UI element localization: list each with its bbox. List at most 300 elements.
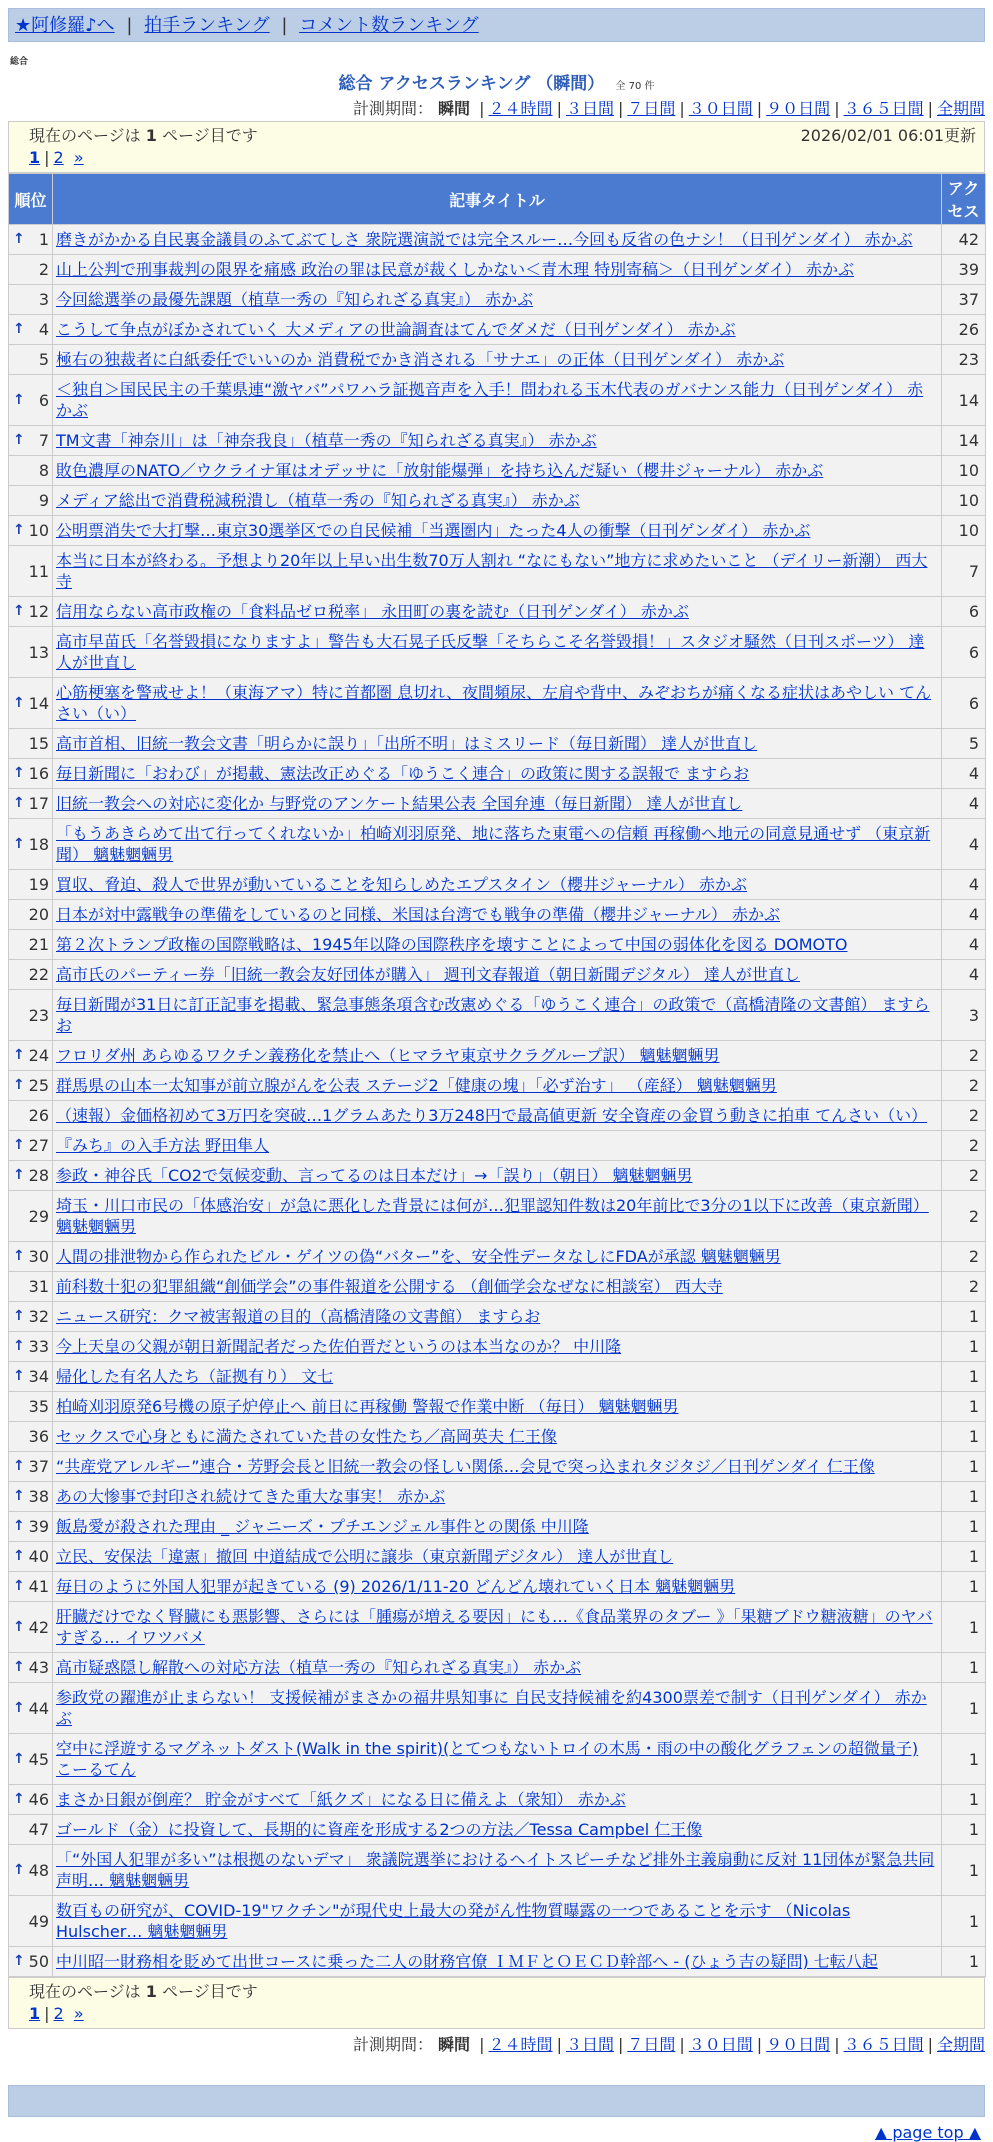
rank-up-arrow-icon: ↑: [13, 1518, 25, 1534]
rank-cell: [9, 375, 53, 426]
article-title-link[interactable]: 肝臓だけでなく腎臓にも悪影響、さらには「腫瘍が増える要因」にも…《食品業界のタブー 》「果糖ブドウ糖液糖」のヤバすぎる… イワツバメ: [56, 1607, 933, 1647]
pager-current-page[interactable]: 1: [29, 148, 41, 167]
rank-number: 44: [28, 1698, 49, 1718]
article-title-link[interactable]: 前科数十犯の犯罪組織“創価学会”の事件報道を公開する （創価学会なぜなに相談室） 西大寺: [56, 1277, 723, 1296]
period-separator: |: [927, 99, 933, 118]
table-row: [9, 930, 986, 960]
article-title-link[interactable]: TM文書「神奈川」は「神奈我良」（植草一秀の『知られざる真実』） 赤かぶ: [56, 431, 597, 450]
title-cell: [53, 1302, 942, 1332]
pager-separator: |: [44, 2004, 50, 2023]
title-cell: [53, 456, 942, 486]
title-cell: [53, 225, 942, 255]
period-separator: |: [834, 2035, 840, 2054]
access-count-cell: 1: [942, 1482, 986, 1512]
article-title-link[interactable]: ゴールド（金）に投資して、長期的に資産を形成する2つの方法／Tessa Campbel 仁王像: [56, 1820, 703, 1839]
rank-cell: [9, 1785, 53, 1815]
title-cell: [53, 1131, 942, 1161]
rank-up-arrow-icon: ↑: [13, 1750, 25, 1767]
period-link[interactable]: ２４時間: [488, 99, 553, 118]
access-count-cell: 1: [942, 1362, 986, 1392]
article-title-link[interactable]: 柏崎刈羽原発6号機の原子炉停止へ 前日に再稼働 警報で作業中断 （毎日） 魑魅魍魎男: [56, 1397, 679, 1416]
rank-cell: [9, 819, 53, 870]
article-title-link[interactable]: 帰化した有名人たち（証拠有り） 文七: [56, 1367, 334, 1386]
period-link[interactable]: ７日間: [627, 2035, 676, 2054]
article-title-link[interactable]: 山上公判で刑事裁判の限界を痛感 政治の罪は民意が裁くしかない＜青木理 特別寄稿＞（日刊ゲンダイ） 赤かぶ: [56, 260, 854, 279]
rank-number: 10: [28, 521, 49, 540]
period-separator: |: [556, 2035, 562, 2054]
rank-cell: [9, 1302, 53, 1332]
table-row: [9, 819, 986, 870]
rank-number: 16: [28, 764, 49, 783]
rank-up-arrow-icon: ↑: [13, 1308, 25, 1324]
article-title-link[interactable]: 公明票消失で大打撃…東京30選挙区での自民候補「当選圏内」たった4人の衝撃（日刊ゲンダイ） 赤かぶ: [56, 521, 811, 540]
access-count-cell: 2: [942, 1101, 986, 1131]
rank-up-arrow-icon: ↑: [13, 1699, 25, 1716]
rank-cell: [9, 1161, 53, 1191]
pager-page-link[interactable]: 2: [53, 2004, 64, 2023]
header-title: 記事タイトル: [53, 174, 942, 225]
title-cell: [53, 678, 942, 729]
title-cell: [53, 1785, 942, 1815]
article-title-link[interactable]: 『みち』の入手方法 野田隼人: [56, 1136, 270, 1155]
access-count-cell: 4: [942, 930, 986, 960]
rank-cell: [9, 1602, 53, 1653]
access-count-cell: 6: [942, 627, 986, 678]
page-status: 現在のページは 1 ページ目です: [29, 126, 258, 145]
table-row: [9, 1041, 986, 1071]
article-title-link[interactable]: まさか日銀が倒産？ 貯金がすべて「紙クズ」になる日に備えよ（衆知） 赤かぶ: [56, 1790, 626, 1809]
table-row: [9, 1653, 986, 1683]
article-title-link[interactable]: 第２次トランプ政権の国際戦略は、1945年以降の国際秩序を壊すことによって中国の弱体化を図る DOMOTO: [56, 935, 848, 954]
article-title-link[interactable]: 「もうあきらめて出て行ってくれないか」柏崎刈羽原発、地に落ちた東電への信頼 再稼働へ地元の同意見通せず （東京新聞） 魑魅魍魎男: [56, 824, 931, 864]
article-title-link[interactable]: あの大惨事で封印され続けてきた重大な事実！ 赤かぶ: [56, 1487, 446, 1506]
period-link[interactable]: 全期間: [936, 99, 985, 118]
title-cell: [53, 345, 942, 375]
rank-cell: [9, 1452, 53, 1482]
table-row: [9, 1512, 986, 1542]
article-title-link[interactable]: 日本が対中露戦争の準備をしているのと同様、米国は台湾でも戦争の準備（櫻井ジャーナル） 赤かぶ: [56, 905, 780, 924]
rank-up-arrow-icon: ↑: [13, 694, 25, 711]
rank-cell: [9, 729, 53, 759]
clap-ranking-link[interactable]: 拍手ランキング: [144, 15, 270, 36]
title-cell: [53, 1191, 942, 1242]
table-row: [9, 1131, 986, 1161]
access-count-cell: 5: [942, 729, 986, 759]
rank-cell: [9, 1131, 53, 1161]
table-row: [9, 990, 986, 1041]
pager-page-link[interactable]: 2: [53, 148, 64, 167]
article-title-link[interactable]: 高市疑惑隠し解散への対応方法（植草一秀の『知られざる真実』） 赤かぶ: [56, 1658, 582, 1677]
page-top-area: [8, 2123, 985, 2142]
table-row: [9, 627, 986, 678]
rank-cell: [9, 456, 53, 486]
rank-number: 41: [28, 1577, 49, 1596]
article-title-link[interactable]: 旧統一教会への対応に変化か 与野党のアンケート結果公表 全国弁連（毎日新聞） 達人が世直し: [56, 794, 743, 813]
rank-number: 14: [28, 693, 49, 713]
title-cell: [53, 426, 942, 456]
title-cell: [53, 1272, 942, 1302]
period-selector-bottom: [8, 2033, 985, 2057]
table-row: [9, 1572, 986, 1602]
title-cell: [53, 1452, 942, 1482]
rank-number: 23: [28, 1005, 49, 1025]
rank-up-arrow-icon: ↑: [13, 1248, 25, 1264]
rank-number: 40: [28, 1547, 49, 1566]
pagination-box-bottom: [8, 1977, 985, 2029]
title-cell: [53, 1542, 942, 1572]
table-row: [9, 1683, 986, 1734]
rank-cell: [9, 1332, 53, 1362]
rank-up-arrow-icon: ↑: [13, 231, 25, 247]
article-title-link[interactable]: “共産党アレルギー”連合・芳野会長と旧統一教会の怪しい関係…会見で突っ込まれタジタジ／日刊ゲンダイ 仁王像: [56, 1457, 875, 1476]
rank-cell: [9, 225, 53, 255]
rank-number: 45: [28, 1749, 49, 1769]
title-cell: [53, 1512, 942, 1542]
rank-up-arrow-icon: ↑: [13, 765, 25, 781]
article-title-link[interactable]: 磨きがかかる自民裏金議員のふてぶてしさ 衆院選演説では完全スルー…今回も反省の色ナシ！（日刊ゲンダイ） 赤かぶ: [56, 230, 913, 249]
page-top-link[interactable]: ▲ page top ▲: [874, 2123, 981, 2142]
rank-number: 50: [28, 1952, 49, 1971]
table-row: [9, 1272, 986, 1302]
rank-number: 26: [28, 1106, 49, 1125]
rank-cell: [9, 1071, 53, 1101]
title-cell: [53, 1071, 942, 1101]
page-status: 現在のページは 1 ページ目です: [29, 1982, 258, 2001]
rank-up-arrow-icon: ↑: [13, 603, 25, 619]
period-selector-top: [8, 97, 985, 121]
article-title-link[interactable]: ＜独自＞国民民主の千葉県連“激ヤバ”パワハラ証拠音声を入手！問われる玉木代表のガバナンス能力（日刊ゲンダイ） 赤かぶ: [56, 380, 924, 420]
rank-cell: [9, 1947, 53, 1977]
rank-cell: [9, 870, 53, 900]
article-title-link[interactable]: 高市早苗氏「名誉毀損になりますよ」警告も大石晃子氏反撃「そちらこそ名誉毀損！」スタジオ騒然（日刊スポーツ） 達人が世直し: [56, 632, 925, 672]
period-link[interactable]: ７日間: [627, 99, 676, 118]
rank-number: 30: [28, 1247, 49, 1266]
rank-up-arrow-icon: ↑: [13, 391, 25, 408]
article-title-link[interactable]: 高市氏のパーティー券「旧統一教会友好団体が購入」 週刊文春報道（朝日新聞デジタル） 達人が世直し: [56, 965, 800, 984]
table-row: [9, 960, 986, 990]
article-title-link[interactable]: 中川昭一財務相を貶めて出世コースに乗った二人の財務官僚 ＩＭＦとＯＥＣＤ幹部へ - (ひょう吉の疑問) 七転八起: [56, 1952, 878, 1971]
article-title-link[interactable]: こうして争点がぼかされていく 大メディアの世論調査はてんでダメだ（日刊ゲンダイ） 赤かぶ: [56, 320, 736, 339]
rank-number: 9: [38, 491, 49, 510]
table-row: [9, 1362, 986, 1392]
rank-number: 33: [28, 1337, 49, 1356]
rank-number: 29: [28, 1206, 49, 1226]
article-title-link[interactable]: 「“外国人犯罪が多い”は根拠のないデマ」 衆議院選挙におけるヘイトスピーチなど排外主義扇動に反対 11団体が緊急共同声明… 魑魅魍魎男: [56, 1850, 935, 1890]
table-row: [9, 456, 986, 486]
period-link[interactable]: ３６５日間: [843, 2035, 924, 2054]
rank-cell: [9, 315, 53, 345]
period-link[interactable]: ９０日間: [766, 99, 831, 118]
access-count-cell: 2: [942, 1191, 986, 1242]
table-row: [9, 375, 986, 426]
title-cell: [53, 1572, 942, 1602]
access-count-cell: 2: [942, 1161, 986, 1191]
period-separator: |: [479, 99, 485, 118]
access-count-cell: 10: [942, 486, 986, 516]
nav-separator: |: [281, 15, 288, 36]
breadcrumb: 総合: [10, 57, 29, 67]
access-count-cell: 2: [942, 1041, 986, 1071]
title-cell: [53, 1845, 942, 1896]
rank-cell: [9, 789, 53, 819]
access-count-cell: 1: [942, 1683, 986, 1734]
rank-cell: [9, 990, 53, 1041]
footer-bar: [8, 2085, 985, 2117]
rank-up-arrow-icon: ↑: [13, 1338, 25, 1354]
article-title-link[interactable]: 本当に日本が終わる。予想より20年以上早い出生数70万人割れ “なにもない”地方に求めたいこと （デイリー新潮） 西大寺: [56, 551, 928, 591]
article-title-link[interactable]: 高市首相、旧統一教会文書「明らかに誤り」「出所不明」はミスリード（毎日新聞） 達人が世直し: [56, 734, 758, 753]
rank-number: 48: [28, 1860, 49, 1880]
article-title-link[interactable]: メディア総出で消費税減税潰し（植草一秀の『知られざる真実』） 赤かぶ: [56, 491, 580, 510]
article-title-link[interactable]: 人間の排泄物から作られたビル・ゲイツの偽“バター”を、安全性データなしにFDAが承認 魑魅魍魎男: [56, 1247, 781, 1266]
access-count-cell: 1: [942, 1785, 986, 1815]
access-count-cell: 7: [942, 546, 986, 597]
title-cell: [53, 1815, 942, 1845]
rank-cell: [9, 516, 53, 546]
article-title-link[interactable]: 極右の独裁者に白紙委任でいいのか 消費税でかき消される「サナエ」の正体（日刊ゲンダイ） 赤かぶ: [56, 350, 785, 369]
article-title-link[interactable]: （速報）金価格初めて3万円を突破…1グラムあたり3万248円で最高値更新 安全資産の金買う動きに拍車 てんさい（い）: [56, 1106, 928, 1125]
rank-number: 36: [28, 1427, 49, 1446]
rank-cell: [9, 930, 53, 960]
rank-number: 28: [28, 1166, 49, 1185]
title-cell: [53, 1602, 942, 1653]
rank-number: 7: [38, 431, 49, 450]
period-current: 瞬間: [438, 2035, 471, 2054]
period-link[interactable]: ３日間: [565, 2035, 614, 2054]
rank-cell: [9, 255, 53, 285]
title-cell: [53, 930, 942, 960]
article-title-link[interactable]: 買収、脅迫、殺人で世界が動いていることを知らしめたエプスタイン（櫻井ジャーナル） 赤かぶ: [56, 875, 748, 894]
title-cell: [53, 960, 942, 990]
access-count-cell: 1: [942, 1542, 986, 1572]
rank-cell: [9, 1572, 53, 1602]
table-row: [9, 1332, 986, 1362]
access-count-cell: 2: [942, 1272, 986, 1302]
top-navigation-bar: [8, 8, 985, 42]
article-title-link[interactable]: 参政党の躍進が止まらない！ 支援候補がまさかの福井県知事に 自民支持候補を約4300票差で制す（日刊ゲンダイ） 赤かぶ: [56, 1688, 927, 1728]
home-link[interactable]: ★阿修羅♪へ: [15, 15, 115, 36]
period-link[interactable]: ３０日間: [688, 2035, 753, 2054]
table-row: [9, 255, 986, 285]
article-title-link[interactable]: 信用ならない高市政権の「食料品ゼロ税率」 永田町の裏を読む（日刊ゲンダイ） 赤かぶ: [56, 602, 689, 621]
rank-up-arrow-icon: ↑: [13, 1548, 25, 1564]
rank-up-arrow-icon: ↑: [13, 1368, 25, 1384]
table-row: [9, 546, 986, 597]
title-cell: [53, 285, 942, 315]
period-link[interactable]: ９０日間: [766, 2035, 831, 2054]
rank-number: 5: [38, 350, 49, 369]
article-title-link[interactable]: 群馬県の山本一太知事が前立腺がんを公表 ステージ2「健康の塊」「必ず治す」 （産経） 魑魅魍魎男: [56, 1076, 777, 1095]
rank-up-arrow-icon: ↑: [13, 795, 25, 811]
rank-number: 32: [28, 1307, 49, 1326]
rank-cell: [9, 627, 53, 678]
access-count-cell: 2: [942, 1242, 986, 1272]
rank-number: 2: [38, 260, 49, 279]
rank-number: 43: [28, 1658, 49, 1677]
access-count-cell: 6: [942, 678, 986, 729]
article-title-link[interactable]: 今上天皇の父親が朝日新聞記者だった佐伯晋だというのは本当なのか？ 中川隆: [56, 1337, 622, 1356]
title-cell: [53, 1161, 942, 1191]
access-count-cell: 10: [942, 456, 986, 486]
pager-next-link[interactable]: »: [73, 2004, 84, 2023]
access-count-cell: 6: [942, 597, 986, 627]
table-row: [9, 315, 986, 345]
access-count-cell: 2: [942, 1131, 986, 1161]
article-title-link[interactable]: 立民、安保法「違憲」撤回 中道結成で公明に譲歩（東京新聞デジタル） 達人が世直し: [56, 1547, 674, 1566]
title-cell: [53, 1362, 942, 1392]
rank-cell: [9, 1653, 53, 1683]
rank-cell: [9, 1191, 53, 1242]
title-cell: [53, 1734, 942, 1785]
rank-cell: [9, 678, 53, 729]
title-cell: [53, 255, 942, 285]
rank-cell: [9, 1422, 53, 1452]
rank-up-arrow-icon: ↑: [13, 1167, 25, 1183]
table-row: [9, 225, 986, 255]
rank-number: 49: [28, 1911, 49, 1931]
title-cell: [53, 789, 942, 819]
rank-up-arrow-icon: ↑: [13, 522, 25, 538]
title-cell: [53, 819, 942, 870]
article-title-link[interactable]: 参政・神谷氏「CO2で気候変動、言ってるのは日本だけ」→「誤り」（朝日） 魑魅魍魎男: [56, 1166, 693, 1185]
comment-ranking-link[interactable]: コメント数ランキング: [299, 15, 479, 36]
access-count-cell: 42: [942, 225, 986, 255]
rank-cell: [9, 1272, 53, 1302]
period-separator: |: [617, 2035, 624, 2054]
table-row: [9, 345, 986, 375]
access-count-cell: 1: [942, 1332, 986, 1362]
title-cell: [53, 870, 942, 900]
rank-number: 15: [28, 734, 49, 753]
title-cell: [53, 1041, 942, 1071]
article-title-link[interactable]: セックスで心身ともに満たされていた昔の女性たち／高岡英夫 仁王像: [56, 1427, 557, 1446]
header-count: アクセス: [942, 174, 986, 225]
pager-current-page[interactable]: 1: [29, 2004, 41, 2023]
title-cell: [53, 1422, 942, 1452]
access-count-cell: 1: [942, 1302, 986, 1332]
article-title-link[interactable]: 敗色濃厚のNATO／ウクライナ軍はオデッサに「放射能爆弾」を持ち込んだ疑い（櫻井ジャーナル） 赤かぶ: [56, 461, 824, 480]
access-count-cell: 1: [942, 1512, 986, 1542]
access-count-cell: 37: [942, 285, 986, 315]
header-rank: 順位: [9, 174, 53, 225]
title-cell: [53, 546, 942, 597]
table-row: [9, 1482, 986, 1512]
rank-number: 46: [28, 1790, 49, 1809]
period-link[interactable]: 全期間: [936, 2035, 985, 2054]
article-title-link[interactable]: 心筋梗塞を警戒せよ！（東海アマ）特に首都圏 息切れ、夜間頻尿、左肩や背中、みぞおちが痛くなる症状はあやしい てんさい（い）: [56, 683, 932, 723]
title-cell: [53, 1947, 942, 1977]
period-link[interactable]: ２４時間: [488, 2035, 553, 2054]
period-link[interactable]: ３日間: [565, 99, 614, 118]
title-cell: [53, 900, 942, 930]
total-count: 全 70 件: [615, 81, 655, 92]
access-count-cell: 39: [942, 255, 986, 285]
period-separator: |: [756, 99, 763, 118]
period-link[interactable]: ３０日間: [688, 99, 753, 118]
table-row: [9, 1845, 986, 1896]
access-count-cell: 1: [942, 1845, 986, 1896]
period-separator: |: [927, 2035, 933, 2054]
period-link[interactable]: ３６５日間: [843, 99, 924, 118]
article-title-link[interactable]: 空中に浮遊するマグネットダスト(Walk in the spirit)(とてつもないトロイの木馬・雨の中の酸化グラフェンの超微量子) こーるてん: [56, 1739, 919, 1779]
rank-up-arrow-icon: ↑: [13, 835, 25, 852]
article-title-link[interactable]: ニュース研究：クマ被害報道の目的（高橋清隆の文書館） ますらお: [56, 1307, 541, 1326]
rank-number: 11: [28, 561, 49, 581]
access-count-cell: 1: [942, 1896, 986, 1947]
period-links: [475, 2035, 985, 2054]
access-count-cell: 26: [942, 315, 986, 345]
rank-cell: [9, 546, 53, 597]
rank-number: 42: [28, 1617, 49, 1637]
rank-cell: [9, 285, 53, 315]
title-cell: [53, 1242, 942, 1272]
period-links: [475, 99, 985, 118]
table-row: [9, 597, 986, 627]
article-title-link[interactable]: 毎日のように外国人犯罪が起きている (9) 2026/1/11-20 どんどん壊れていく日本 魑魅魍魎男: [56, 1577, 736, 1596]
rank-number: 38: [28, 1487, 49, 1506]
title-cell: [53, 1332, 942, 1362]
title-cell: [53, 1896, 942, 1947]
rank-cell: [9, 1845, 53, 1896]
table-row: [9, 900, 986, 930]
article-title-link[interactable]: 数百もの研究が、COVID-19"ワクチン"が現代史上最大の発がん性物質曝露の一つであることを示す （Nicolas Hulscher… 魑魅魍魎男: [56, 1901, 851, 1941]
title-cell: [53, 516, 942, 546]
rank-number: 8: [38, 461, 49, 480]
period-separator: |: [617, 99, 624, 118]
table-row: [9, 285, 986, 315]
table-row: [9, 759, 986, 789]
period-separator: |: [756, 2035, 763, 2054]
pager-next-link[interactable]: »: [73, 148, 84, 167]
access-count-cell: 1: [942, 1734, 986, 1785]
table-row: [9, 1815, 986, 1845]
title-cell: [53, 627, 942, 678]
access-count-cell: 1: [942, 1947, 986, 1977]
title-cell: [53, 597, 942, 627]
rank-up-arrow-icon: ↑: [13, 321, 25, 337]
table-row: [9, 486, 986, 516]
access-count-cell: 4: [942, 870, 986, 900]
access-count-cell: 14: [942, 426, 986, 456]
title-cell: [53, 375, 942, 426]
rank-number: 25: [28, 1076, 49, 1095]
rank-number: 13: [28, 642, 49, 662]
rank-cell: [9, 1896, 53, 1947]
table-row: [9, 729, 986, 759]
period-separator: |: [679, 99, 685, 118]
title-cell: [53, 1653, 942, 1683]
title-cell: [53, 759, 942, 789]
title-cell: [53, 1101, 942, 1131]
rank-up-arrow-icon: ↑: [13, 1137, 25, 1153]
access-count-cell: 4: [942, 960, 986, 990]
rank-cell: [9, 960, 53, 990]
article-title-link[interactable]: 毎日新聞に「おわび」が掲載、憲法改正めぐる「ゆうこく連合」の政策に関する誤報で ますらお: [56, 764, 750, 783]
article-title-link[interactable]: 今回総選挙の最優先課題（植草一秀の『知られざる真実』） 赤かぶ: [56, 290, 534, 309]
article-title-link[interactable]: 飯島愛が殺された理由 _ ジャニーズ・プチエンジェル事件との関係 中川隆: [56, 1517, 589, 1536]
ranking-table: [8, 173, 986, 1977]
table-row: [9, 516, 986, 546]
article-title-link[interactable]: 毎日新聞が31日に訂正記事を掲載、緊急事態条項含む改憲めぐる「ゆうこく連合」の政策で（高橋清隆の文書館） ますらお: [56, 995, 930, 1035]
table-row: [9, 789, 986, 819]
rank-cell: [9, 1101, 53, 1131]
period-current: 瞬間: [438, 99, 471, 118]
article-title-link[interactable]: フロリダ州 あらゆるワクチン義務化を禁止へ（ヒマラヤ東京サクラグループ訳） 魑魅魍魎男: [56, 1046, 720, 1065]
rank-number: 21: [28, 935, 49, 954]
article-title-link[interactable]: 埼玉・川口市民の「体感治安」が急に悪化した背景には何が…犯罪認知件数は20年前比で3分の1以下に改善（東京新聞） 魑魅魍魎男: [56, 1196, 929, 1236]
pager: [29, 147, 976, 169]
rank-cell: [9, 1683, 53, 1734]
